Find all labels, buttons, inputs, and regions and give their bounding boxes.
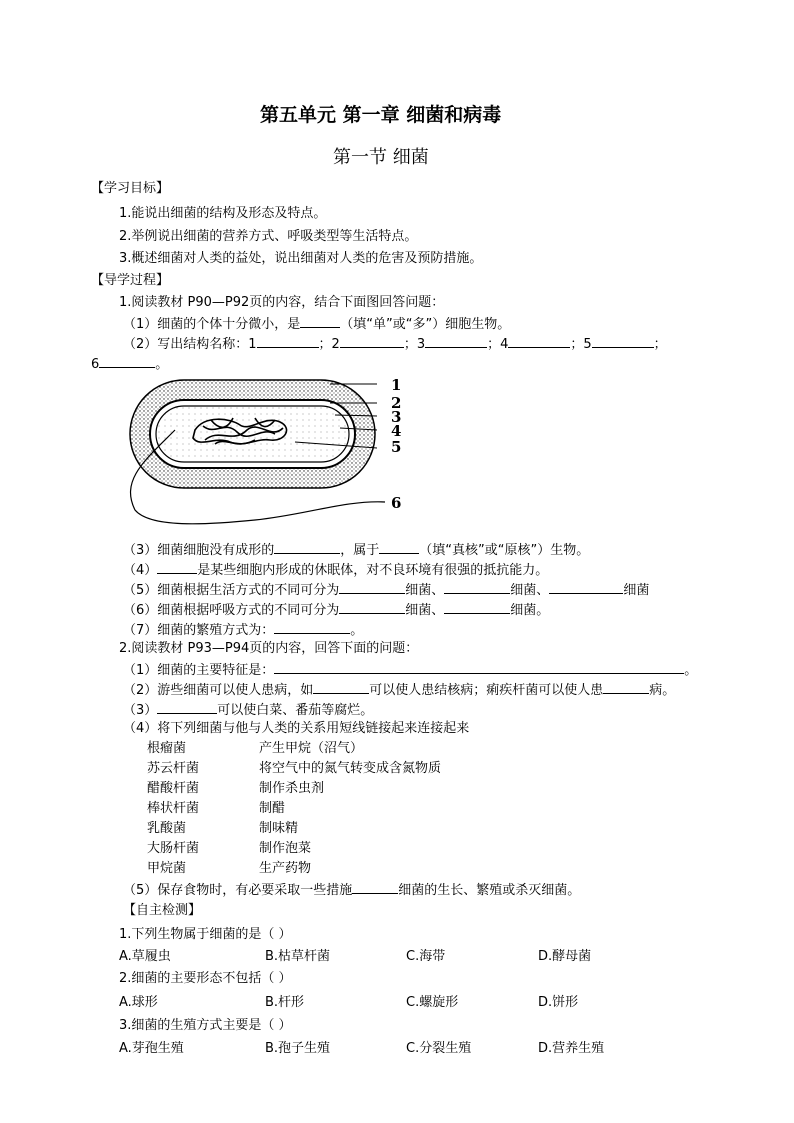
- q1-item-7: （7）细菌的繁殖方式为： 。: [123, 620, 363, 640]
- diagram-label-1: 1: [391, 376, 402, 394]
- match-left: 棒状杆菌: [147, 801, 200, 816]
- match-left: 根瘤菌: [147, 741, 187, 756]
- q1-item-2: （2）写出结构名称：1 ；2 ；3 ；4 ；5 ；: [123, 334, 667, 354]
- diagram-label-2: 2: [391, 394, 402, 412]
- q1-item-3: （3）细菌细胞没有成形的 ，属于 （填“真核”或“原核”）生物。: [123, 540, 589, 560]
- bacterium-diagram: [115, 370, 415, 530]
- q1-item-6: （6）细菌根据呼吸方式的不同可分为 细菌、 细菌。: [123, 600, 549, 620]
- diagram-label-3: 3: [391, 408, 402, 426]
- mc-question: 2.细菌的主要形态不包括（ ）: [119, 971, 292, 986]
- match-right: 产生甲烷（沼气）: [259, 741, 364, 756]
- match-left: 醋酸杆菌: [147, 781, 200, 796]
- mc-option: B.杆形: [265, 995, 305, 1010]
- mc-option: C.海带: [406, 949, 446, 964]
- diagram-label-4: 4: [391, 422, 402, 440]
- goal-item: 2.举例说出细菌的营养方式、呼吸类型等生活特点。: [119, 229, 418, 244]
- q2-item-2: （2）游些细菌可以使人患病，如 可以使人患结核病；痢疾杆菌可以使人患 病。: [123, 680, 675, 700]
- mc-option: C.分裂生殖: [406, 1041, 472, 1056]
- mc-option: A.球形: [119, 995, 158, 1010]
- mc-option: B.孢子生殖: [265, 1041, 331, 1056]
- mc-option: D.营养生殖: [538, 1041, 605, 1056]
- mc-option: C.螺旋形: [406, 995, 459, 1010]
- q1-item-4: （4） 是某些细胞内形成的休眠体，对不良环境有很强的抵抗能力。: [123, 560, 548, 580]
- mc-option: D.饼形: [538, 995, 579, 1010]
- match-right: 将空气中的氮气转变成含氮物质: [259, 761, 442, 776]
- cell-membrane: [156, 406, 349, 462]
- match-right: 制醋: [259, 801, 286, 816]
- q1-item-2-cont: 6 。: [91, 354, 168, 374]
- diagram-label-5: 5: [391, 438, 402, 456]
- match-left: 甲烷菌: [147, 861, 187, 876]
- goal-item: 3.概述细菌对人类的益处，说出细菌对人类的危害及预防措施。: [119, 251, 483, 266]
- page-title: 第五单元 第一章 细菌和病毒: [260, 104, 502, 126]
- match-left: 苏云杆菌: [147, 761, 200, 776]
- match-left: 大肠杆菌: [147, 841, 200, 856]
- q2-item-1: （1）细菌的主要特征是： 。: [123, 660, 697, 680]
- q2-item-3: （3） 可以使白菜、番茄等腐烂。: [123, 700, 373, 720]
- mc-question: 3.细菌的生殖方式主要是（ ）: [119, 1018, 292, 1033]
- goal-item: 1.能说出细菌的结构及形态及特点。: [119, 206, 327, 221]
- question-2-intro: 2.阅读教材 P93—P94页的内容，回答下面的问题：: [119, 641, 419, 656]
- mc-question: 1.下列生物属于细菌的是（ ）: [119, 927, 292, 942]
- check-header: 【自主检测】: [123, 903, 202, 918]
- q1-item-1: （1）细菌的个体十分微小，是 （填“单”或“多”）细胞生物。: [123, 314, 510, 334]
- mc-option: D.酵母菌: [538, 949, 592, 964]
- mc-option: B.枯草杆菌: [265, 949, 331, 964]
- mc-option: A.芽孢生殖: [119, 1041, 184, 1056]
- q1-item-5: （5）细菌根据生活方式的不同可分为 细菌、 细菌、 细菌: [123, 580, 649, 600]
- match-right: 制作杀虫剂: [259, 781, 325, 796]
- diagram-label-6: 6: [391, 494, 402, 512]
- section-title: 第一节 细菌: [333, 147, 429, 168]
- goals-header: 【学习目标】: [91, 181, 170, 196]
- question-1-intro: 1.阅读教材 P90—P92页的内容，结合下面图回答问题：: [119, 295, 445, 310]
- q2-item-5: （5）保存食物时，有必要采取一些措施 细菌的生长、繁殖或杀灭细菌。: [123, 880, 580, 900]
- match-right: 生产药物: [259, 861, 312, 876]
- match-left: 乳酸菌: [147, 821, 187, 836]
- match-right: 制作泡菜: [259, 841, 312, 856]
- mc-option: A.草履虫: [119, 949, 171, 964]
- q2-item-4: （4）将下列细菌与他与人类的关系用短线链接起来连接起来: [123, 721, 470, 736]
- match-right: 制味精: [259, 821, 299, 836]
- process-header: 【导学过程】: [91, 273, 170, 288]
